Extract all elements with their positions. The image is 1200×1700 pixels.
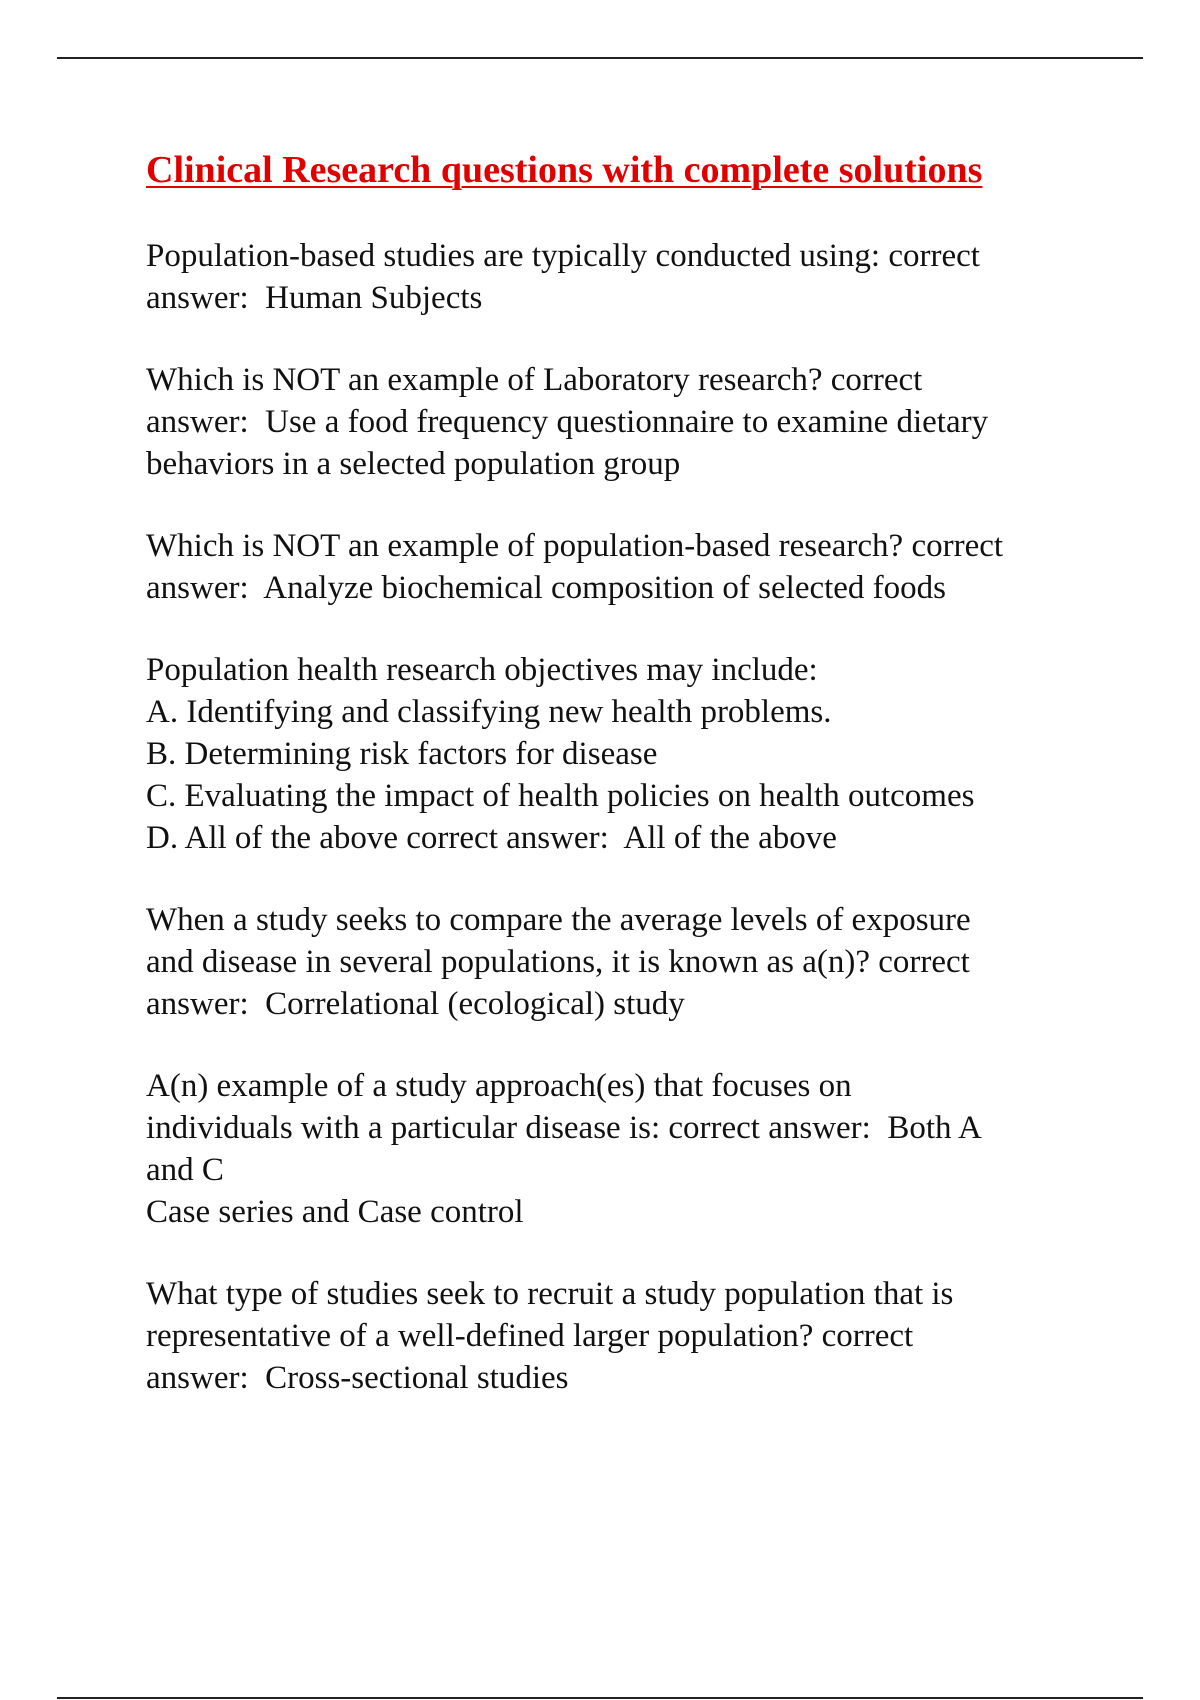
- document-body: [146, 145, 1106, 1439]
- qa-entry-7: What type of studies seek to recruit a study population that is representative of a well-defined larger population? correct answer: Cross-sectional studies: [146, 1276, 954, 1396]
- qa-entry-3: Which is NOT an example of population-based research? correct answer: Analyze biochemical composition of selected foods: [146, 528, 1004, 606]
- document-title: Clinical Research questions with complete solutions: [146, 149, 983, 191]
- qa-entry-4: Population health research objectives may include: A. Identifying and classifying new health problems. B. Determining risk factors for disease C. Evaluating the impact of health policies on health outcomes D. All of the above correct answer: All of the above: [146, 652, 975, 856]
- top-rule: [57, 57, 1143, 59]
- bottom-rule: [57, 1697, 1143, 1699]
- qa-entry-1: Population-based studies are typically conducted using: correct answer: Human Subjects: [146, 238, 980, 316]
- qa-entry-5: When a study seeks to compare the average levels of exposure and disease in several populations, it is known as a(n)? correct answer: Correlational (ecological) study: [146, 902, 971, 1022]
- qa-entry-2: Which is NOT an example of Laboratory research? correct answer: Use a food frequency questionnaire to examine dietary behaviors in a selected population group: [146, 362, 989, 482]
- qa-entry-6: A(n) example of a study approach(es) that focuses on individuals with a particular disease is: correct answer: Both A and C Case series and Case control: [146, 1068, 982, 1230]
